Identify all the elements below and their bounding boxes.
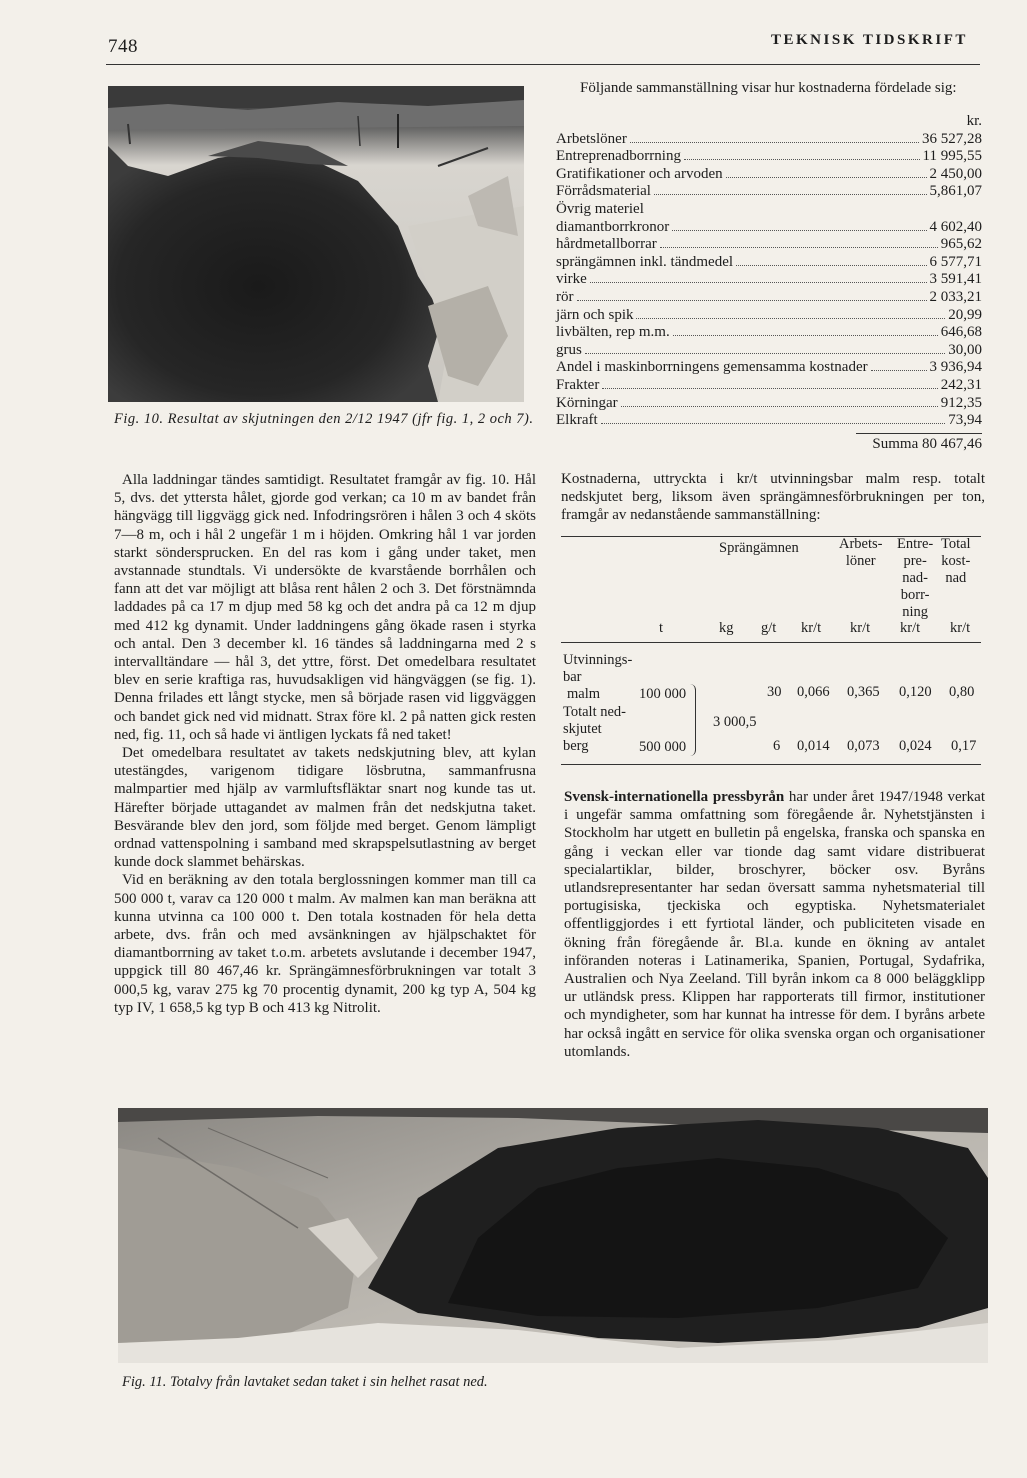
cost-label: diamantborrkronor: [556, 218, 670, 235]
th-total: Total kost- nad: [941, 536, 971, 586]
cost-value: 912,35: [940, 394, 982, 411]
table-bottom-rule: [561, 764, 981, 765]
cost-leader-dots: [672, 230, 926, 231]
cost-leader-dots: [726, 177, 927, 178]
cost-value: 646,68: [940, 324, 982, 341]
cost-row: [556, 289, 982, 307]
row1-entre: 0,365: [847, 684, 880, 700]
row2-total-entre: 0,024: [899, 738, 932, 754]
cost-value: 6 577,71: [929, 253, 982, 270]
row-group-label: Utvinnings- bar: [563, 652, 633, 685]
row2-gt: 6: [773, 738, 781, 754]
cost-value: 20,99: [948, 306, 982, 323]
cost-value: 36 527,28: [922, 130, 982, 147]
cost-label: hårdmetallborrar: [556, 236, 657, 253]
cost-rows: [556, 131, 982, 430]
cost-label: livbälten, rep m.m.: [556, 324, 670, 341]
pressbyran-paragraph: [564, 788, 985, 1061]
pressbyran-lead: Svensk-internationella pressbyrån: [564, 789, 785, 805]
cost-label: Gratifikationer och arvoden: [556, 165, 723, 182]
cost-label: Körningar: [556, 394, 618, 411]
cost-sum-row: [556, 434, 982, 454]
left-paragraph-2: Det omedelbara resultatet av takets nedskjutning blev, att kylan utestängdes, varigenom tidigare lösbrutna, sammanfrusna malmpartier med hjälp av varmluftsfläktar snart nog kunde tas ut. Härefter började uttagandet av malmen från det nedskjutna taket. Besvärande blev den jord, som följde med berget. Genom lämpligt ordnad vattenspolning i samband med skrapspelsutlastning av berget kunde dock slammet behärskas.: [114, 745, 536, 871]
cost-leader-dots: [602, 388, 937, 389]
cost-leader-dots: [621, 406, 938, 407]
cost-label: Frakter: [556, 376, 600, 393]
cost-leader-dots: [630, 142, 919, 143]
sum-label: Summa: [872, 435, 919, 452]
row2-t: 500 000: [639, 739, 687, 755]
left-paragraph-3: Vid en beräkning av den totala berglossningen kommer man till ca 500 000 t, varav ca 120 000 t malm. Av malmen kan man beräkna att kunna utvinna ca 100 000 t. Den totala kostnaden för hela detta arbete, dvs. från och med avsänkningen av hjälpschaktet för diamantborrning av taket t.o.m. arbetets avslutande i december 1947, uppgick till 80 467,46 kr. Sprängämnesförbrukningen var totalt 3 000,5 kg, varav 275 kg 70 procentig dynamit, 200 kg typ A, 504 kg typ IV, 1 658,5 kg typ B och 413 kg Nitrolit.: [114, 872, 536, 1016]
cost-leader-dots: [654, 194, 927, 195]
sum-value: 80 467,46: [922, 435, 982, 452]
cost-row: [556, 412, 982, 430]
right-paragraph: Kostnaderna, uttryckta i kr/t utvinningsbar malm resp. totalt nedskjutet berg, liksom även sprängämnesförbrukningen per ton, framgår av nedanstående sammanställning:: [561, 471, 985, 524]
row2-entre: 0,073: [847, 738, 880, 754]
row1-label: malm: [567, 686, 601, 702]
cost-leader-dots: [601, 423, 946, 424]
row2-label: Totalt ned- skjutet berg: [563, 704, 627, 754]
cost-row: [556, 201, 982, 219]
cost-label: Entreprenadborrning: [556, 148, 681, 165]
cost-leader-dots: [585, 353, 945, 354]
unit-krt-3: kr/t: [900, 620, 921, 636]
header-rule: [106, 64, 980, 65]
cost-leader-dots: [736, 265, 926, 266]
cost-row: [556, 131, 982, 149]
cost-row: [556, 219, 982, 237]
cost-row: [556, 377, 982, 395]
th-arbetsloner: Arbets- löner: [839, 536, 883, 569]
cost-value: 30,00: [948, 341, 982, 358]
cost-label: virke: [556, 271, 587, 288]
cost-label: grus: [556, 341, 582, 358]
fig10-photo: [108, 86, 524, 402]
cost-row: [556, 183, 982, 201]
journal-title: TEKNISK TIDSKRIFT: [771, 32, 968, 48]
shared-kg: 3 000,5: [713, 714, 757, 730]
cost-currency-label: kr.: [966, 113, 982, 129]
cost-leader-dots: [673, 335, 938, 336]
cost-label: järn och spik: [556, 306, 634, 323]
row1-arbets: 0,066: [797, 684, 830, 700]
cost-value: 2 450,00: [929, 165, 982, 182]
cost-label: Arbetslöner: [556, 130, 627, 147]
th-entreprenad: Entre- pre- nad- borr- ning: [897, 536, 934, 620]
pressbyran-text: har under året 1947/1948 verkat i ungefär samma omfattning som föregående år. Nyhetstjänsten i Stockholm har utgett en bulletin på engelska, franska och spanska en gång i veckan eller var tionde dag samt vidare distribuerat specialartiklar, bilder, broschyrer, böcker osv. Byråns utlandsrepresentanter har sedan översatt samma nyhetsmaterial till portugisiska, tjeckiska och egyptiska. Nyhetsmaterialet offentliggjordes i ett fyrtiotal länder, och publiciteten visade en ökning från föregående år. Bl.a. kunde en ökning av antalet införanden noteras i Latinamerika, Spanien, Portugal, Sydafrika, Australien och Nya Zeeland. Till byrån inkom ca 8 000 beläggklipp ur utländsk press. Klippen har rapporterats till firmor, institutioner och myndigheter, som har kunnat ha intresse för dem. I byråns arbete har också ingått en service för olika svenska organ och organisationer utomlands.: [564, 789, 985, 1060]
cost-value: 4 602,40: [929, 218, 982, 235]
left-paragraph-1: Alla laddningar tändes samtidigt. Resultatet framgår av fig. 10. Hål 5, dvs. det yttersta hålet, gjorde god verkan; ca 10 m av bandet från hängvägg till liggvägg gick ned. Infodringsrören i hålen 3 och 4 sköts 7—8 m, och i hål 2 ungefär 1 m i höjden. Omkring hål 1 var jorden starkt söndersprucken. En del ras kom i gång under taket, men avstannade stundtals. Vi undersökte de kvarstående borrhålen och fann att det var möjligt att blåsa rent hålen 2 och 3. Det förstnämnda laddades på ca 17 m djup med 58 kg och det andra på ca 12 m djup med 412 kg dynamit. Under laddningens gång ökade rasen i styrka och antal. Den 3 december kl. 16 tändes så laddningarna med 2 s intervalltändare — hål 3, det yttre, först. Det omedelbara resultatet blev en serie kraftiga ras, huvudsakligen vid hängväggen (se fig. 1). Denna frilades ett långt stycke, men så började rasen vid liggväggen och bandet gick ned vid midnatt. Strax före kl. 2 på natten gick resten ned, fig. 11, och så hade vi äntligen lyckats få ned taket!: [114, 472, 536, 743]
cost-row: [556, 166, 982, 184]
cost-row: [556, 359, 982, 377]
cost-value: 11 995,55: [922, 148, 982, 165]
cost-row: [556, 395, 982, 413]
cost-leader-dots: [684, 159, 920, 160]
cost-value: 2 033,21: [929, 288, 982, 305]
cost-row: [556, 307, 982, 325]
cost-label: Elkraft: [556, 412, 598, 429]
cost-row: [556, 342, 982, 360]
left-column: [114, 471, 536, 1017]
cost-leader-dots: [577, 300, 927, 301]
fig11-photo: [118, 1108, 988, 1363]
cost-value: 3 591,41: [929, 271, 982, 288]
row1-gt: 30: [767, 684, 782, 700]
page-number: 748: [108, 36, 138, 57]
cost-value: 242,31: [940, 376, 982, 393]
cost-row: [556, 254, 982, 272]
cost-value: 73,94: [948, 412, 982, 429]
cost-value: 3 936,94: [929, 359, 982, 376]
cost-row: [556, 236, 982, 254]
cost-list: [556, 113, 982, 454]
cost-leader-dots: [636, 318, 945, 319]
table-brace: [689, 684, 696, 756]
row1-total: 0,80: [949, 684, 975, 700]
unit-krt-1: kr/t: [801, 620, 822, 636]
fig11-caption: Fig. 11. Totalvy från lavtaket sedan taket i sin helhet rasat ned.: [122, 1374, 488, 1390]
cost-leader-dots: [871, 370, 927, 371]
row2-arbets: 0,014: [797, 738, 830, 754]
fig10-caption: Fig. 10. Resultat av skjutningen den 2/12 1947 (jfr fig. 1, 2 och 7).: [114, 411, 534, 427]
unit-kg: kg: [719, 620, 734, 636]
row1-t: 100 000: [639, 686, 687, 702]
th-sprangamnen: Sprängämnen: [719, 540, 799, 556]
cost-row: [556, 148, 982, 166]
cost-row: [556, 271, 982, 289]
cost-value: 965,62: [940, 236, 982, 253]
cost-value: 5,861,07: [929, 183, 982, 200]
cost-intro: Följande sammanställning visar hur kostnaderna fördelade sig:: [580, 80, 957, 96]
unit-gt: g/t: [761, 620, 777, 636]
cost-label: rör: [556, 288, 574, 305]
unit-krt-4: kr/t: [950, 620, 971, 636]
cost-label: Förrådsmaterial: [556, 183, 651, 200]
row2-total: 0,17: [951, 738, 977, 754]
cost-row: [556, 324, 982, 342]
table-mid-rule: [561, 642, 981, 643]
cost-leader-dots: [590, 282, 927, 283]
cost-label: Andel i maskinborrningens gemensamma kostnader: [556, 359, 868, 376]
unit-krt-2: kr/t: [850, 620, 871, 636]
cost-label: Övrig materiel: [556, 200, 644, 217]
row1-total-entre: 0,120: [899, 684, 932, 700]
cost-label: sprängämnen inkl. tändmedel: [556, 253, 734, 270]
cost-leader-dots: [660, 247, 938, 248]
unit-t: t: [659, 620, 664, 636]
sum-rule: [856, 433, 982, 434]
